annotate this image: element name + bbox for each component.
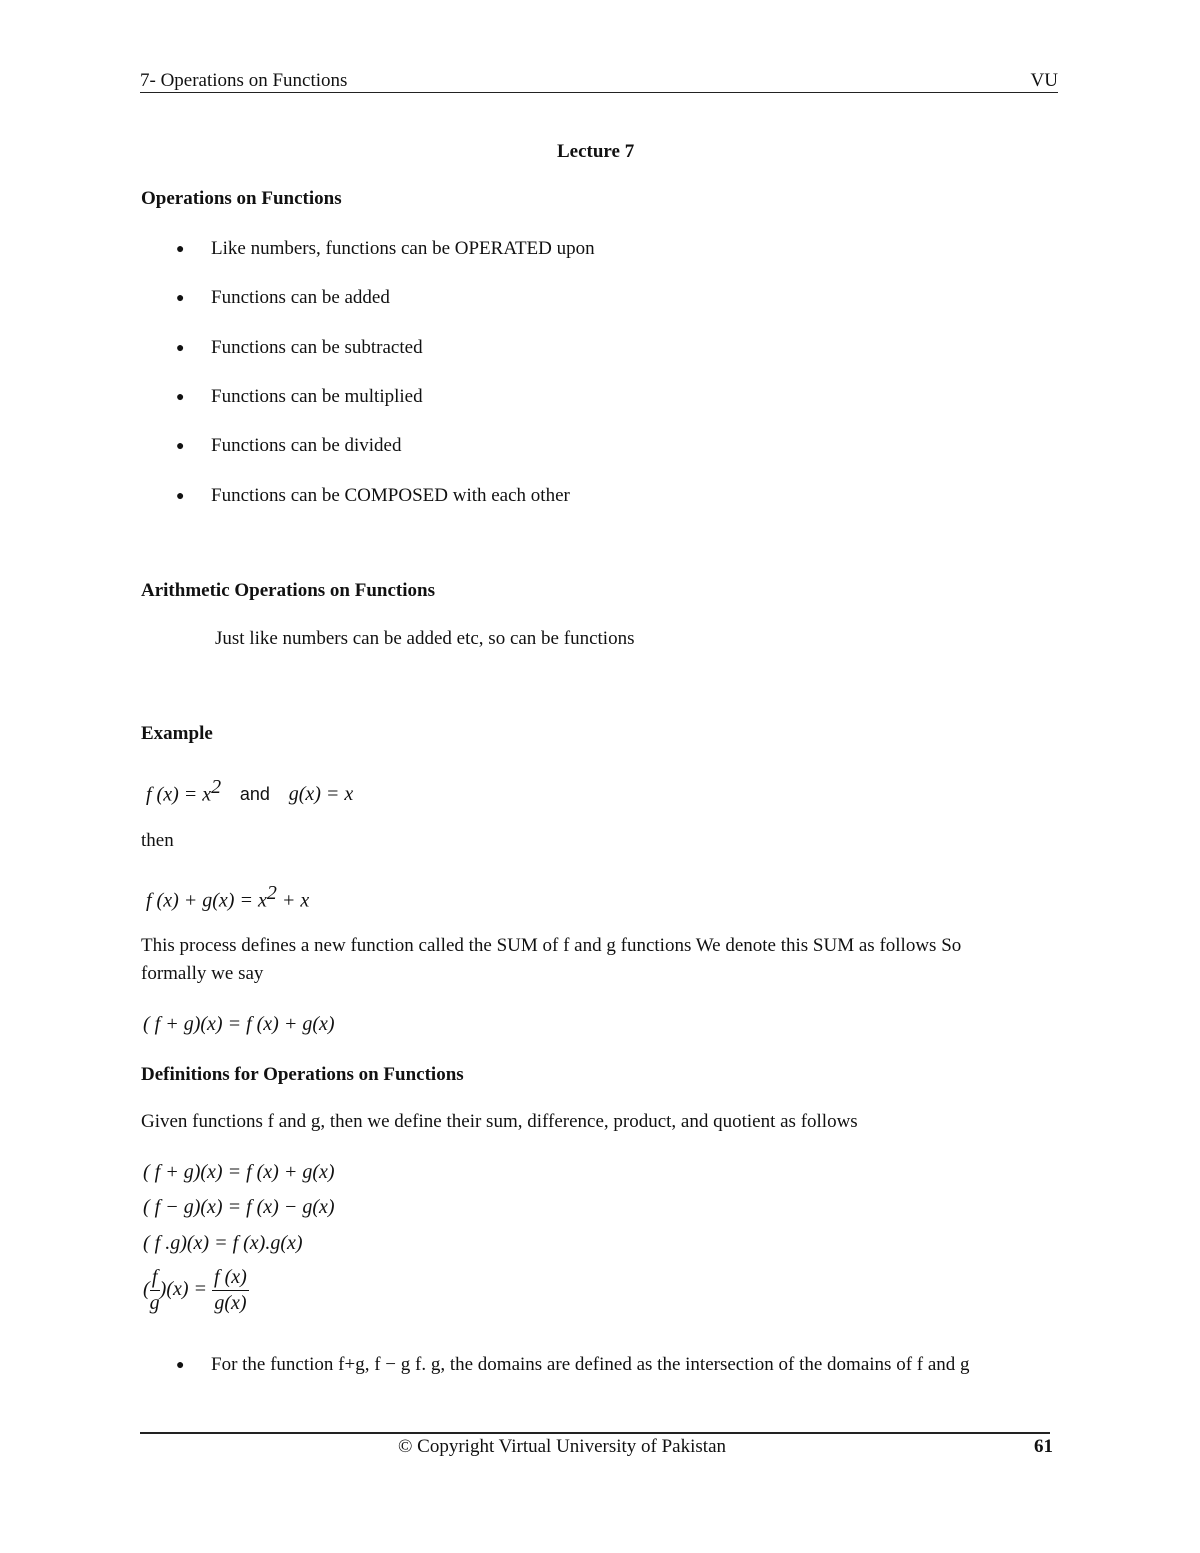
def-quotient <box>143 1266 249 1315</box>
eq1-exponent: 2 <box>211 776 222 798</box>
domain-bullet: For the function f+g, f − g f. g, the domains are defined as the intersection of the domains of f and g <box>211 1354 970 1375</box>
quot-den: g <box>149 1292 160 1314</box>
sum-formula: ( f + g)(x) = f (x) + g(x) <box>143 1013 335 1035</box>
bullet-item: Functions can be subtracted <box>211 337 423 358</box>
header-title: 7- Operations on Functions <box>140 70 348 91</box>
quot-num: f <box>150 1266 160 1291</box>
sum-paragraph-line-1: This process defines a new function called the SUM of f and g functions We denote this SUM as follows So <box>141 935 962 956</box>
quot-rnum: f (x) <box>212 1266 249 1291</box>
then-text: then <box>141 830 174 851</box>
eq1-rhs: g(x) = x <box>288 783 354 806</box>
footer-copyright: © Copyright Virtual University of Pakistan <box>398 1436 727 1457</box>
lecture-title: Lecture 7 <box>557 141 635 162</box>
page-number: 61 <box>1034 1436 1053 1457</box>
def-difference: ( f − g)(x) = f (x) − g(x) <box>143 1196 335 1218</box>
section-heading-operations: Operations on Functions <box>141 188 342 209</box>
arithmetic-text: Just like numbers can be added etc, so can be functions <box>215 628 635 649</box>
definitions-intro: Given functions f and g, then we define their sum, difference, product, and quotient as follows <box>141 1111 858 1132</box>
definitions-heading: Definitions for Operations on Functions <box>141 1064 464 1085</box>
section-heading-arithmetic: Arithmetic Operations on Functions <box>141 580 435 601</box>
sum-paragraph-line-2: formally we say <box>141 963 264 984</box>
bullet-item: Functions can be added <box>211 287 390 308</box>
page-header <box>140 70 1058 93</box>
bullet-dot: ● <box>176 489 185 504</box>
bullet-dot: ● <box>176 242 185 257</box>
def-product: ( f .g)(x) = f (x).g(x) <box>143 1232 303 1254</box>
eq2-tail: + x <box>276 889 310 912</box>
bullet-dot: ● <box>176 390 185 405</box>
quot-left-fraction <box>150 1266 160 1315</box>
bullet-dot: ● <box>176 439 185 454</box>
eq1-and: and <box>239 784 270 805</box>
bullet-dot: ● <box>176 341 185 356</box>
header-vu: VU <box>1030 70 1058 91</box>
bullet-item: Like numbers, functions can be OPERATED upon <box>211 238 595 259</box>
quot-open: ( <box>143 1278 150 1301</box>
bullet-dot: ● <box>176 1358 185 1373</box>
eq1-lhs: f (x) = x <box>146 783 212 806</box>
bullet-dot: ● <box>176 291 185 306</box>
bullet-item: Functions can be COMPOSED with each other <box>211 485 570 506</box>
def-sum: ( f + g)(x) = f (x) + g(x) <box>143 1161 335 1183</box>
example-heading: Example <box>141 723 213 744</box>
example-equation-2 <box>146 882 309 912</box>
eq2-lhs: f (x) + g(x) = x <box>146 889 267 912</box>
bullet-item: Functions can be multiplied <box>211 386 423 407</box>
bullet-item: Functions can be divided <box>211 435 402 456</box>
footer-rule <box>140 1432 1050 1434</box>
eq2-exponent: 2 <box>266 882 277 904</box>
quot-rden: g(x) <box>214 1292 247 1314</box>
quot-mid: )(x) = <box>159 1278 208 1301</box>
example-equation-1 <box>146 776 353 806</box>
quot-right-fraction <box>212 1266 249 1315</box>
